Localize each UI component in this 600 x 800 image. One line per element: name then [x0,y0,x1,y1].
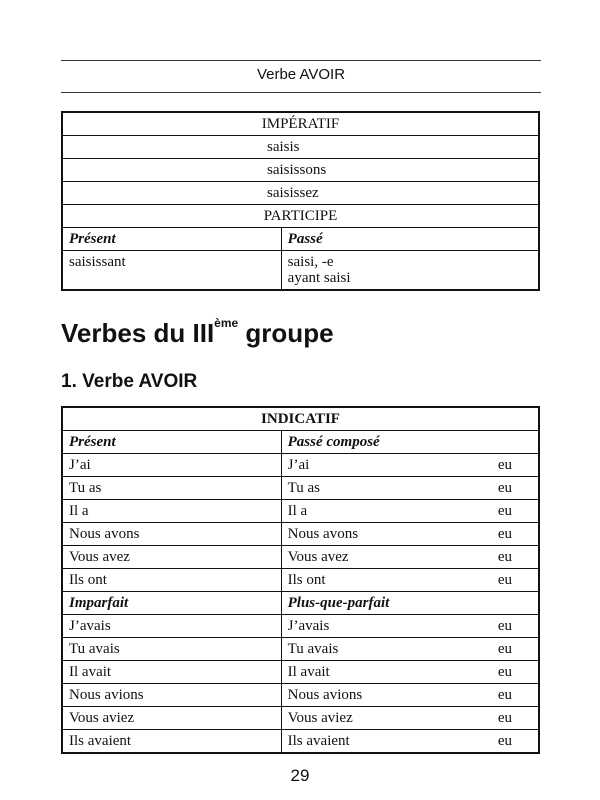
auxiliary-participle: eu [497,457,512,473]
col-present-header: Présent [62,228,281,251]
auxiliary-participle: eu [497,549,512,565]
section-title-main: Verbes du III [61,318,215,348]
running-head: Verbe AVOIR [256,66,346,83]
imperatif-form: saisis [62,136,539,159]
conjugation-compound [281,615,539,638]
auxiliary-participle: eu [497,618,512,634]
conjugation-compound-text: J’avais [287,618,330,634]
conjugation-simple: Nous avons [62,523,281,546]
conjugation-simple: Il avait [62,661,281,684]
auxiliary-participle: eu [497,480,512,496]
imperatif-participe-table [61,111,540,291]
imperatif-form: saisissez [62,182,539,205]
table-row [62,615,539,638]
table-row [62,523,539,546]
indicatif-header: INDICATIF [62,407,539,431]
table-row [62,205,539,228]
conjugation-compound [281,500,539,523]
conjugation-compound [281,454,539,477]
table-row [62,182,539,205]
table-row [62,707,539,730]
conjugation-simple: J’avais [62,615,281,638]
table-row [62,684,539,707]
conjugation-compound [281,730,539,754]
imperatif-header: IMPÉRATIF [62,112,539,136]
subsection-title: 1. Verbe AVOIR [61,371,198,392]
past-participle-line: ayant saisi [287,270,351,286]
conjugation-compound [281,707,539,730]
top-rule-1 [61,60,541,61]
past-participle-cell [281,251,539,291]
table-row [62,569,539,592]
conjugation-simple: Nous avions [62,684,281,707]
table-row [62,500,539,523]
section-title [61,318,334,349]
conjugation-compound-text: Nous avions [287,687,363,703]
table-row [62,431,539,454]
conjugation-compound-text: Tu as [287,480,321,496]
conjugation-simple: J’ai [62,454,281,477]
table-row [62,546,539,569]
table-row [62,592,539,615]
conjugation-simple: Vous aviez [62,707,281,730]
conjugation-compound [281,523,539,546]
table-row [62,407,539,431]
section-title-superscript: ème [214,316,239,330]
conjugation-simple: Ils ont [62,569,281,592]
conjugation-compound [281,684,539,707]
table-row [62,112,539,136]
col-passe-header: Passé [281,228,539,251]
conjugation-compound [281,546,539,569]
indicatif-table [61,406,540,754]
conjugation-simple: Tu as [62,477,281,500]
auxiliary-participle: eu [497,641,512,657]
table-row [62,251,539,291]
auxiliary-participle: eu [497,733,512,749]
conjugation-simple: Tu avais [62,638,281,661]
tense-header: Plus-que-parfait [281,592,539,615]
conjugation-compound-text: Nous avons [287,526,359,542]
conjugation-compound [281,661,539,684]
conjugation-simple: Ils avaient [62,730,281,754]
auxiliary-participle: eu [497,710,512,726]
conjugation-compound-text: Il avait [287,664,330,680]
conjugation-compound-text: Vous avez [287,549,349,565]
conjugation-simple: Il a [62,500,281,523]
auxiliary-participle: eu [497,503,512,519]
conjugation-compound-text: Ils avaient [287,733,350,749]
section-title-end: groupe [238,318,334,348]
past-participle-line: saisi, -e [287,254,334,270]
conjugation-compound-text: Tu avais [287,641,339,657]
table-row [62,228,539,251]
table-row [62,661,539,684]
conjugation-simple: Vous avez [62,546,281,569]
participe-header: PARTICIPE [62,205,539,228]
table-row [62,730,539,754]
indicatif-body [62,407,539,753]
top-rule-2 [61,92,541,93]
table-row [62,136,539,159]
tense-header: Présent [62,431,281,454]
conjugation-compound-text: Il a [287,503,308,519]
conjugation-compound-text: Vous aviez [287,710,353,726]
auxiliary-participle: eu [497,572,512,588]
present-participle: saisissant [62,251,281,291]
table-row [62,454,539,477]
table-row [62,638,539,661]
conjugation-compound-text: Ils ont [287,572,326,588]
imperatif-form: saisissons [62,159,539,182]
conjugation-compound-text: J’ai [287,457,310,473]
conjugation-compound [281,477,539,500]
conjugation-compound [281,569,539,592]
table-row [62,477,539,500]
auxiliary-participle: eu [497,526,512,542]
auxiliary-participle: eu [497,687,512,703]
page-number: 29 [290,766,310,785]
table-row [62,159,539,182]
auxiliary-participle: eu [497,664,512,680]
conjugation-compound [281,638,539,661]
tense-header: Passé composé [281,431,539,454]
tense-header: Imparfait [62,592,281,615]
